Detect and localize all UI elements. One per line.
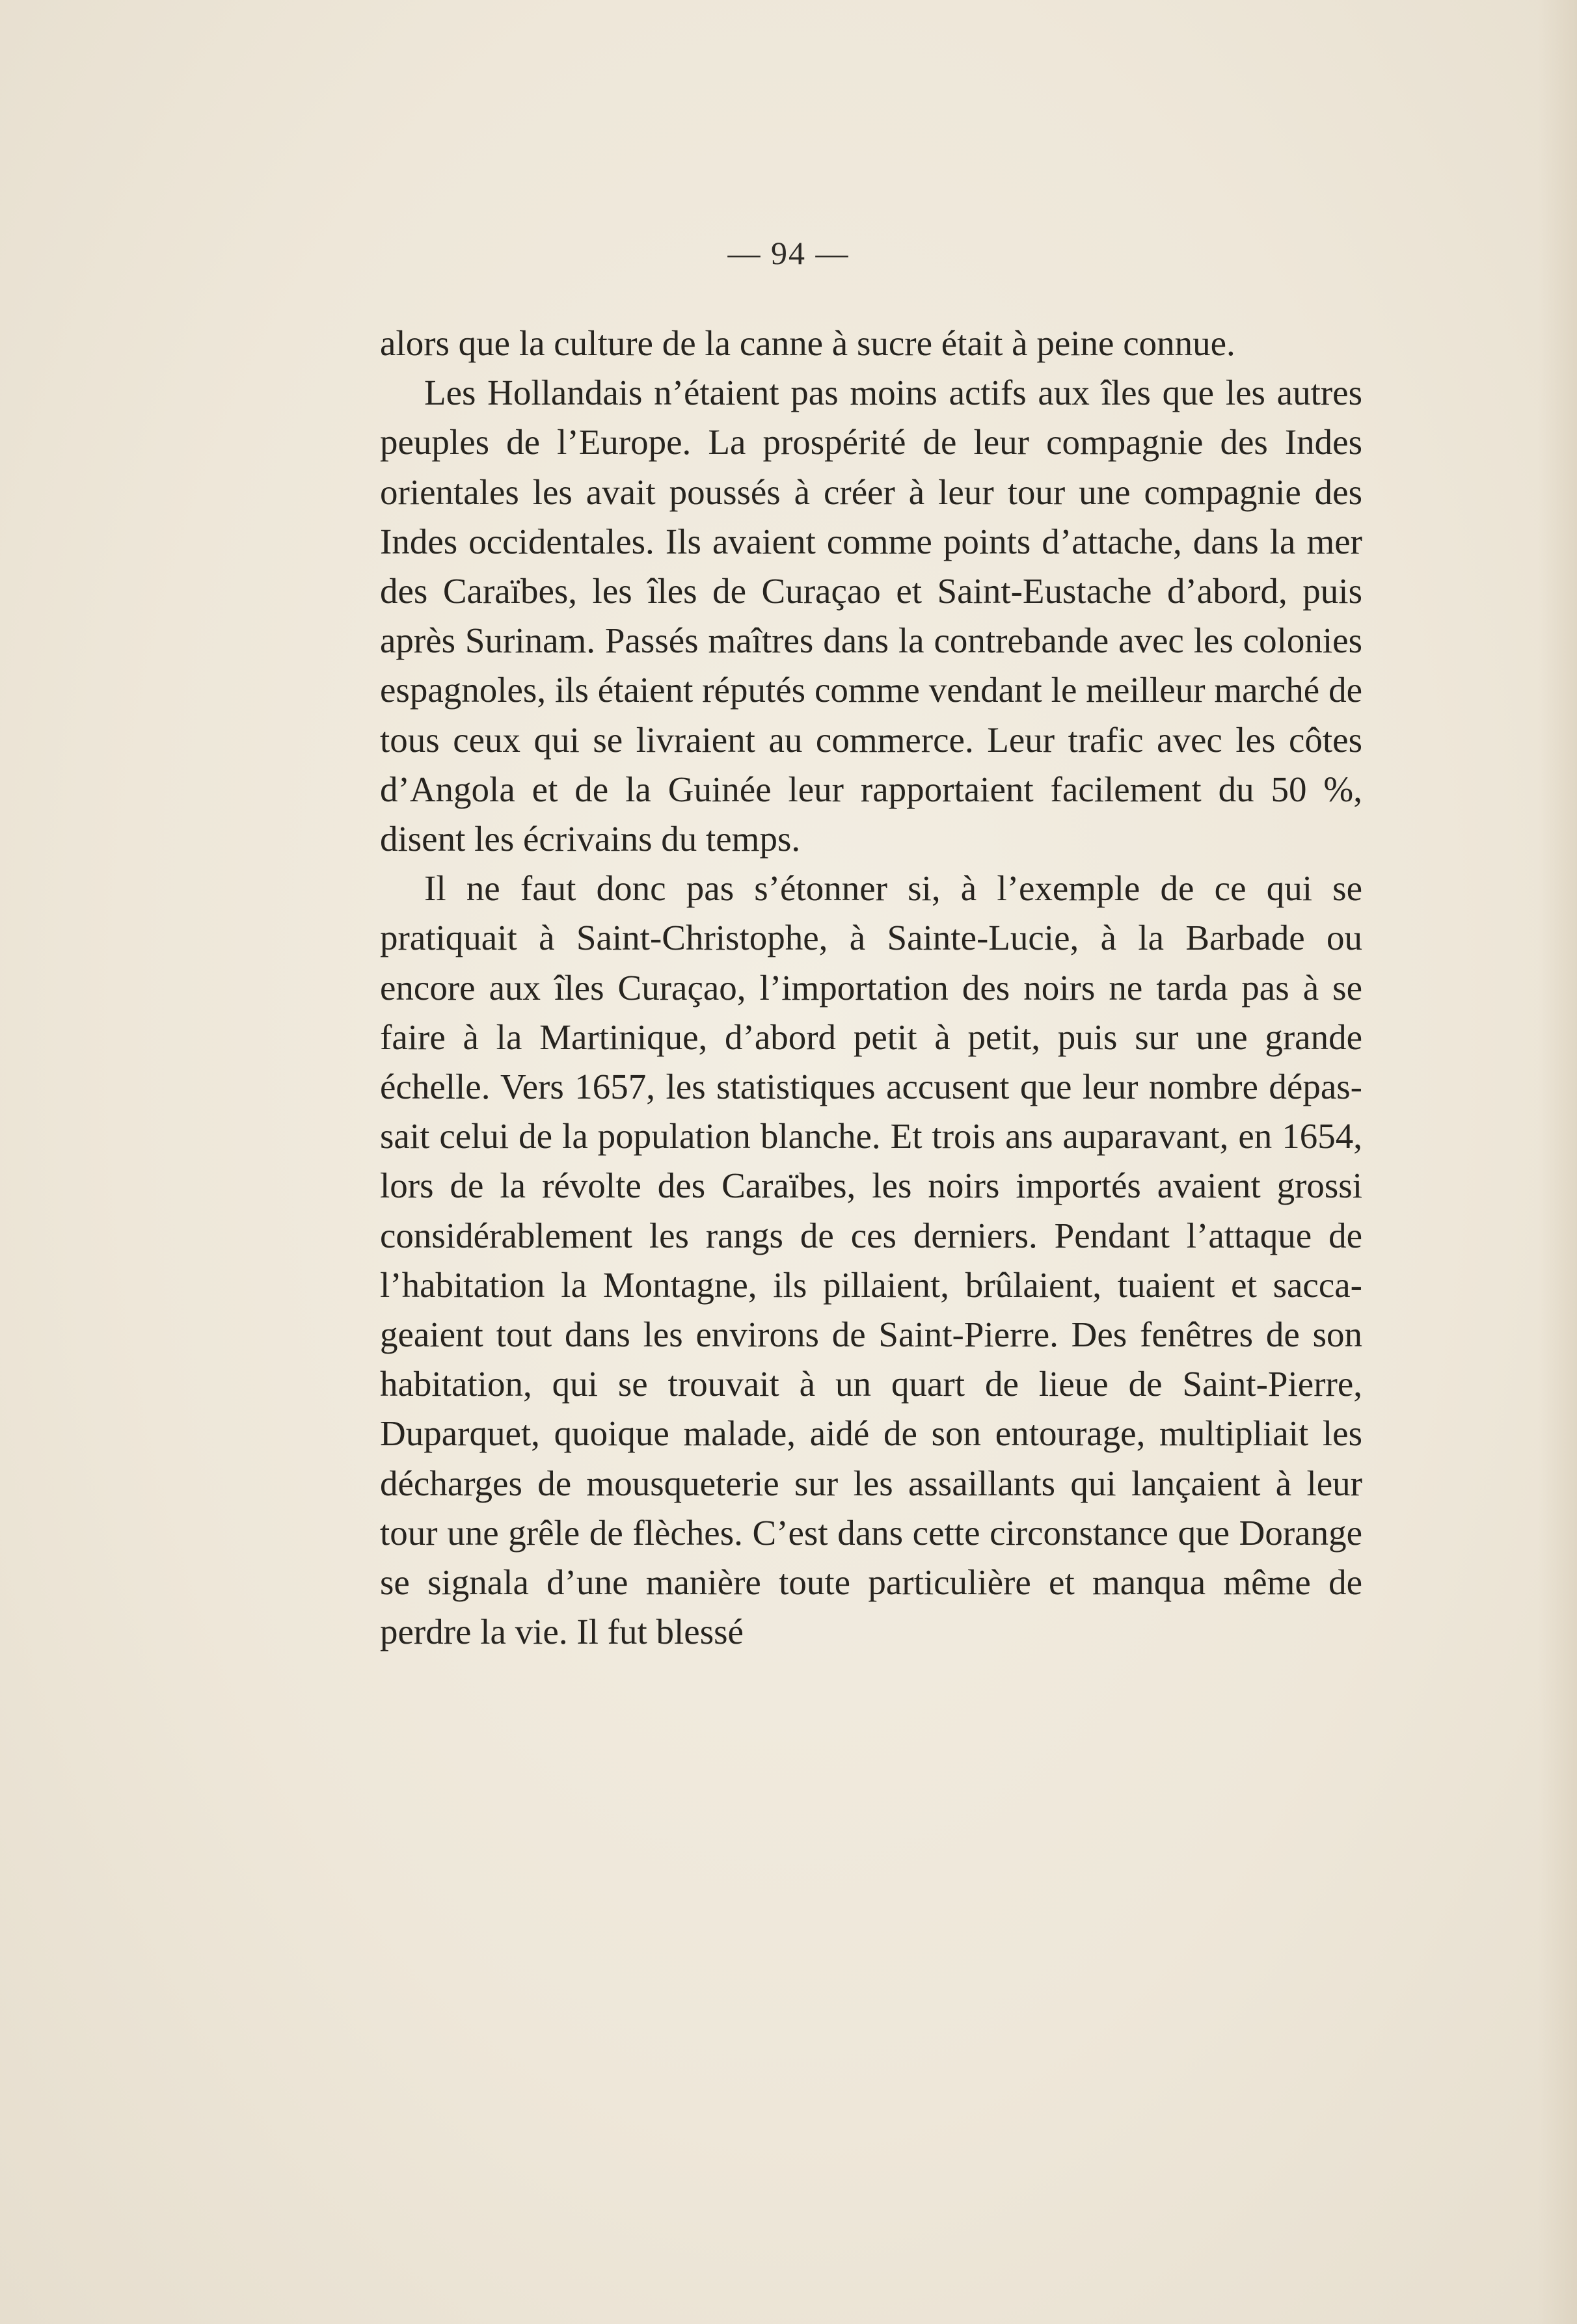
paragraph-1: alors que la culture de la canne à sucre était à peine connue. <box>380 323 1235 363</box>
paragraph-3: Il ne faut donc pas s’étonner si, à l’exemple de ce qui se pratiquait à Saint-Christophe, à Sainte-Lucie, à la Barbade ou encore aux îles Curaçao, l’importation des noirs ne tarda pas à se faire à la Martinique, d’abord petit à petit, puis sur une grande échelle. Vers 1657, les statistiques accusent que leur nombre dépassait celui de la population blanche. Et trois ans auparavant, en 1654, lors de la révolte des Caraïbes, les noirs importés avaient grossi considérablement les rangs de ces derniers. Pendant l’attaque de l’habitation la Montagne, ils pillaient, brûlaient, tuaient et saccageaient tout dans les environs de Saint-Pierre. Des fenêtres de son habitation, qui se trouvait à un quart de lieue de Saint-Pierre, Duparquet, quoique malade, aidé de son entourage, multipliait les décharges de mousqueterie sur les assaillants qui lançaient à leur tour une grêle de flèches. C’est dans cette circonstance que Dorange se signala d’une manière toute particulière et manqua même de perdre la vie. Il fut blessé <box>380 868 1362 1652</box>
page-number: — 94 — <box>727 235 850 271</box>
body-text <box>380 319 1362 1657</box>
page-edge-shadow <box>1538 0 1577 2324</box>
paragraph-2: Les Hollandais n’étaient pas moins actifs aux îles que les autres peuples de l’Europe. La prospérité de leur compagnie des Indes orientales les avait poussés à créer à leur tour une compagnie des Indes occidentales. Ils avaient comme points d’attache, dans la mer des Caraïbes, les îles de Curaçao et Saint-Eustache d’abord, puis après Surinam. Passés maîtres dans la contrebande avec les colonies espagnoles, ils étaient réputés comme vendant le meilleur marché de tous ceux qui se livraient au commerce. Leur trafic avec les côtes d’Angola et de la Guinée leur rapportaient facilement du 50 %, disent les écrivains du temps. <box>380 373 1362 859</box>
